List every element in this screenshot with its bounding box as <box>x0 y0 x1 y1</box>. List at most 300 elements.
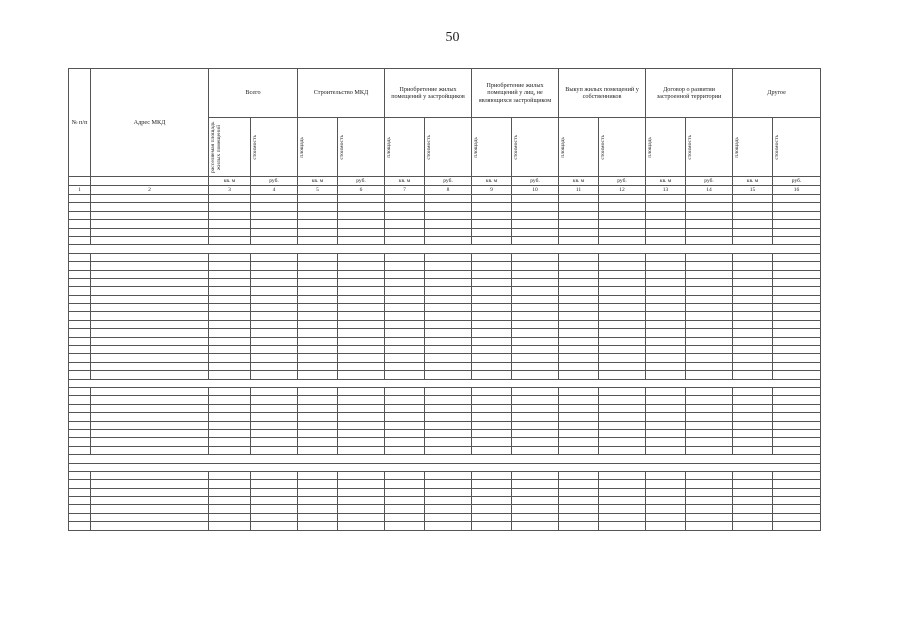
table-cell <box>733 513 773 521</box>
table-cell <box>69 278 91 286</box>
table-cell <box>91 329 209 337</box>
table-cell <box>646 236 686 244</box>
table-cell <box>559 270 599 278</box>
table-cell <box>512 203 559 211</box>
table-cell <box>91 497 209 505</box>
table-cell <box>251 270 298 278</box>
table-cell <box>599 396 646 404</box>
column-number: 7 <box>385 186 425 195</box>
table-cell <box>733 387 773 395</box>
table-cell <box>209 429 251 437</box>
unit-cell: руб. <box>425 177 472 186</box>
table-cell <box>599 362 646 370</box>
table-cell <box>69 236 91 244</box>
table-cell <box>425 362 472 370</box>
table-cell <box>686 446 733 454</box>
table-cell <box>251 497 298 505</box>
table-cell <box>733 337 773 345</box>
table-cell <box>338 203 385 211</box>
table-cell <box>646 505 686 513</box>
table-cell <box>512 371 559 379</box>
table-cell <box>209 236 251 244</box>
table-row <box>69 522 821 530</box>
table-cell <box>338 228 385 236</box>
table-cell <box>773 497 821 505</box>
table-cell <box>686 320 733 328</box>
table-cell <box>599 497 646 505</box>
table-cell <box>646 354 686 362</box>
table-cell <box>472 228 512 236</box>
table-cell <box>91 228 209 236</box>
table-cell <box>91 346 209 354</box>
table-cell <box>91 362 209 370</box>
table-cell <box>599 262 646 270</box>
table-cell <box>599 220 646 228</box>
table-cell <box>298 195 338 203</box>
table-cell <box>559 320 599 328</box>
table-cell <box>512 346 559 354</box>
table-cell <box>385 513 425 521</box>
table-cell <box>338 413 385 421</box>
table-cell <box>69 497 91 505</box>
table-cell <box>686 253 733 261</box>
table-cell <box>425 320 472 328</box>
unit-cell: кв. м <box>472 177 512 186</box>
table-row <box>69 354 821 362</box>
table-cell <box>559 480 599 488</box>
table-cell <box>733 505 773 513</box>
table-cell <box>338 522 385 530</box>
table-cell <box>512 278 559 286</box>
table-cell <box>91 337 209 345</box>
table-cell <box>646 446 686 454</box>
table-cell <box>472 262 512 270</box>
table-cell <box>209 446 251 454</box>
table-cell <box>251 320 298 328</box>
table-cell <box>686 429 733 437</box>
column-number: 15 <box>733 186 773 195</box>
table-cell <box>686 404 733 412</box>
table-cell <box>472 253 512 261</box>
table-cell <box>686 262 733 270</box>
table-cell <box>646 337 686 345</box>
table-cell <box>298 429 338 437</box>
table-cell <box>209 203 251 211</box>
table-cell <box>559 304 599 312</box>
table-cell <box>559 488 599 496</box>
table-cell <box>425 387 472 395</box>
subheader-cell: площадь <box>298 118 338 177</box>
table-cell <box>472 497 512 505</box>
table-cell <box>385 270 425 278</box>
table-cell <box>512 211 559 219</box>
table-cell <box>472 203 512 211</box>
table-cell <box>559 329 599 337</box>
table-cell <box>773 471 821 479</box>
table-cell <box>385 421 425 429</box>
table-cell <box>298 488 338 496</box>
table-cell <box>425 471 472 479</box>
table-cell <box>512 320 559 328</box>
table-cell <box>686 438 733 446</box>
table-cell <box>773 195 821 203</box>
table-cell <box>209 404 251 412</box>
table-cell <box>773 220 821 228</box>
table-cell <box>298 312 338 320</box>
table-cell <box>773 446 821 454</box>
table-row <box>69 446 821 454</box>
table-cell <box>733 195 773 203</box>
table-cell <box>559 220 599 228</box>
unit-cell: руб. <box>773 177 821 186</box>
table-cell <box>646 362 686 370</box>
table-cell <box>91 211 209 219</box>
table-cell <box>69 421 91 429</box>
table-cell <box>686 471 733 479</box>
table-cell <box>646 346 686 354</box>
table-row <box>69 203 821 211</box>
table-cell <box>733 497 773 505</box>
table-cell <box>338 371 385 379</box>
table-cell <box>773 295 821 303</box>
subheader-cell: площадь <box>385 118 425 177</box>
subheader-cell: стоимость <box>512 118 559 177</box>
table-cell <box>251 337 298 345</box>
table-cell <box>385 446 425 454</box>
table-cell <box>251 354 298 362</box>
table-cell <box>298 505 338 513</box>
table-cell <box>298 270 338 278</box>
table-row <box>69 312 821 320</box>
table-cell <box>91 220 209 228</box>
table-cell <box>686 312 733 320</box>
table-cell <box>559 354 599 362</box>
table-row <box>69 387 821 395</box>
table-cell <box>209 304 251 312</box>
table-cell <box>91 488 209 496</box>
section-cell <box>69 245 821 253</box>
table-cell <box>385 320 425 328</box>
table-cell <box>425 480 472 488</box>
table-cell <box>69 505 91 513</box>
table-cell <box>559 236 599 244</box>
table-cell <box>209 346 251 354</box>
table-cell <box>472 295 512 303</box>
table-cell <box>425 337 472 345</box>
table-cell <box>559 203 599 211</box>
table-cell <box>425 236 472 244</box>
table-cell <box>338 362 385 370</box>
table-cell <box>425 270 472 278</box>
table-cell <box>251 220 298 228</box>
table-cell <box>512 387 559 395</box>
table-cell <box>385 278 425 286</box>
table-cell <box>69 513 91 521</box>
table-cell <box>559 421 599 429</box>
table-cell <box>646 488 686 496</box>
table-cell <box>472 438 512 446</box>
header-address: Адрес МКД <box>91 69 209 177</box>
table-cell <box>298 471 338 479</box>
section-cell <box>69 455 821 463</box>
table-cell <box>472 488 512 496</box>
table-cell <box>425 505 472 513</box>
header-group-total: Всего <box>209 69 298 118</box>
table-cell <box>472 404 512 412</box>
table-cell <box>338 513 385 521</box>
unit-cell: кв. м <box>559 177 599 186</box>
column-number: 2 <box>91 186 209 195</box>
table-cell <box>338 320 385 328</box>
table-cell <box>91 203 209 211</box>
table-cell <box>686 346 733 354</box>
table-cell <box>646 329 686 337</box>
table-cell <box>733 413 773 421</box>
table-cell <box>425 304 472 312</box>
table-cell <box>91 371 209 379</box>
table-cell <box>91 262 209 270</box>
table-cell <box>733 287 773 295</box>
table-cell <box>559 287 599 295</box>
section-row <box>69 379 821 387</box>
table-cell <box>338 446 385 454</box>
section-cell <box>69 379 821 387</box>
table-cell <box>69 287 91 295</box>
table-cell <box>209 195 251 203</box>
table-cell <box>91 287 209 295</box>
table-cell <box>69 220 91 228</box>
table-cell <box>773 203 821 211</box>
table-cell <box>91 438 209 446</box>
table-cell <box>686 203 733 211</box>
table-cell <box>472 337 512 345</box>
table-cell <box>773 488 821 496</box>
table-cell <box>773 287 821 295</box>
table-cell <box>425 413 472 421</box>
table-cell <box>338 387 385 395</box>
table-cell <box>69 203 91 211</box>
table-cell <box>773 278 821 286</box>
table-cell <box>472 362 512 370</box>
table-cell <box>512 429 559 437</box>
table-cell <box>599 404 646 412</box>
table-cell <box>686 195 733 203</box>
table-cell <box>425 497 472 505</box>
table-cell <box>686 488 733 496</box>
table-cell <box>69 404 91 412</box>
table-cell <box>338 429 385 437</box>
header-group-non-developer-purchase: Приобретение жилых помещений у лиц, не являющихся застройщиком <box>472 69 559 118</box>
table-cell <box>209 421 251 429</box>
table-cell <box>69 488 91 496</box>
table-cell <box>599 329 646 337</box>
table-cell <box>773 513 821 521</box>
table-cell <box>251 304 298 312</box>
table-cell <box>646 270 686 278</box>
table-cell <box>472 429 512 437</box>
table-row <box>69 404 821 412</box>
table-cell <box>512 480 559 488</box>
table-cell <box>251 471 298 479</box>
table-cell <box>686 236 733 244</box>
table-cell <box>69 329 91 337</box>
table-cell <box>69 362 91 370</box>
subheader-cell: стоимость <box>773 118 821 177</box>
table-cell <box>559 262 599 270</box>
column-number: 4 <box>251 186 298 195</box>
table-cell <box>298 295 338 303</box>
table-cell <box>733 262 773 270</box>
table-cell <box>209 320 251 328</box>
table-cell <box>69 312 91 320</box>
table-cell <box>251 312 298 320</box>
table-row <box>69 195 821 203</box>
table-cell <box>251 346 298 354</box>
table-cell <box>338 295 385 303</box>
table-cell <box>733 429 773 437</box>
table-cell <box>251 295 298 303</box>
table-cell <box>599 354 646 362</box>
table-cell <box>385 304 425 312</box>
table-cell <box>385 387 425 395</box>
unit-cell: руб. <box>512 177 559 186</box>
table-cell <box>472 480 512 488</box>
table-row <box>69 488 821 496</box>
table-cell <box>646 522 686 530</box>
subheader-cell: стоимость <box>686 118 733 177</box>
section-row <box>69 245 821 253</box>
table-cell <box>298 262 338 270</box>
column-number: 14 <box>686 186 733 195</box>
table-cell <box>599 287 646 295</box>
table-cell <box>338 421 385 429</box>
table-cell <box>338 270 385 278</box>
table-cell <box>512 505 559 513</box>
table-cell <box>298 421 338 429</box>
table-cell <box>298 480 338 488</box>
table-cell <box>559 446 599 454</box>
table-cell <box>385 262 425 270</box>
table-cell <box>91 253 209 261</box>
table-cell <box>512 195 559 203</box>
table-cell <box>385 312 425 320</box>
table-cell <box>338 253 385 261</box>
table-cell <box>559 362 599 370</box>
table-cell <box>385 354 425 362</box>
table-row <box>69 211 821 219</box>
subheader-cell: расселяемая площадь жилых помещений <box>209 118 251 177</box>
table-cell <box>646 295 686 303</box>
table-cell <box>251 413 298 421</box>
table-cell <box>338 505 385 513</box>
table-cell <box>472 329 512 337</box>
table-cell <box>251 253 298 261</box>
table-cell <box>646 312 686 320</box>
table-cell <box>599 446 646 454</box>
table-cell <box>773 228 821 236</box>
table-cell <box>686 413 733 421</box>
table-cell <box>733 522 773 530</box>
table-cell <box>512 413 559 421</box>
table-cell <box>733 404 773 412</box>
header-group-construction: Строительство МКД <box>298 69 385 118</box>
table-cell <box>91 270 209 278</box>
unit-cell: руб. <box>338 177 385 186</box>
table-cell <box>209 220 251 228</box>
table-cell <box>91 429 209 437</box>
table-row <box>69 438 821 446</box>
table-cell <box>512 287 559 295</box>
table-cell <box>91 404 209 412</box>
table-cell <box>298 220 338 228</box>
table-cell <box>733 295 773 303</box>
table-cell <box>338 287 385 295</box>
table-cell <box>733 278 773 286</box>
table-cell <box>209 497 251 505</box>
table-cell <box>425 404 472 412</box>
table-cell <box>773 522 821 530</box>
table-cell <box>338 312 385 320</box>
table-cell <box>733 236 773 244</box>
table-cell <box>338 278 385 286</box>
table-cell <box>472 220 512 228</box>
table-cell <box>472 270 512 278</box>
table-cell <box>209 262 251 270</box>
table-cell <box>338 404 385 412</box>
table-cell <box>773 236 821 244</box>
table-cell <box>773 211 821 219</box>
table-cell <box>338 329 385 337</box>
table-cell <box>686 278 733 286</box>
table-cell <box>338 346 385 354</box>
table-row <box>69 270 821 278</box>
table-cell <box>251 522 298 530</box>
column-number: 16 <box>773 186 821 195</box>
table-cell <box>472 312 512 320</box>
table-cell <box>338 471 385 479</box>
column-number: 3 <box>209 186 251 195</box>
table-cell <box>385 203 425 211</box>
table-cell <box>472 304 512 312</box>
table-cell <box>646 396 686 404</box>
table-row <box>69 497 821 505</box>
table-cell <box>512 421 559 429</box>
table-cell <box>385 346 425 354</box>
table-cell <box>773 421 821 429</box>
table-cell <box>385 488 425 496</box>
table-cell <box>209 396 251 404</box>
table-cell <box>209 228 251 236</box>
table-cell <box>251 278 298 286</box>
table-cell <box>646 438 686 446</box>
table-cell <box>69 195 91 203</box>
table-cell <box>733 480 773 488</box>
table-cell <box>209 295 251 303</box>
table-cell <box>69 371 91 379</box>
table-cell <box>298 513 338 521</box>
table-cell <box>209 253 251 261</box>
table-cell <box>646 513 686 521</box>
table-cell <box>686 497 733 505</box>
table-cell <box>385 413 425 421</box>
table-cell <box>385 404 425 412</box>
table-cell <box>69 253 91 261</box>
table-cell <box>512 312 559 320</box>
table-cell <box>472 387 512 395</box>
unit-cell: руб. <box>251 177 298 186</box>
table-cell <box>385 329 425 337</box>
table-cell <box>686 387 733 395</box>
